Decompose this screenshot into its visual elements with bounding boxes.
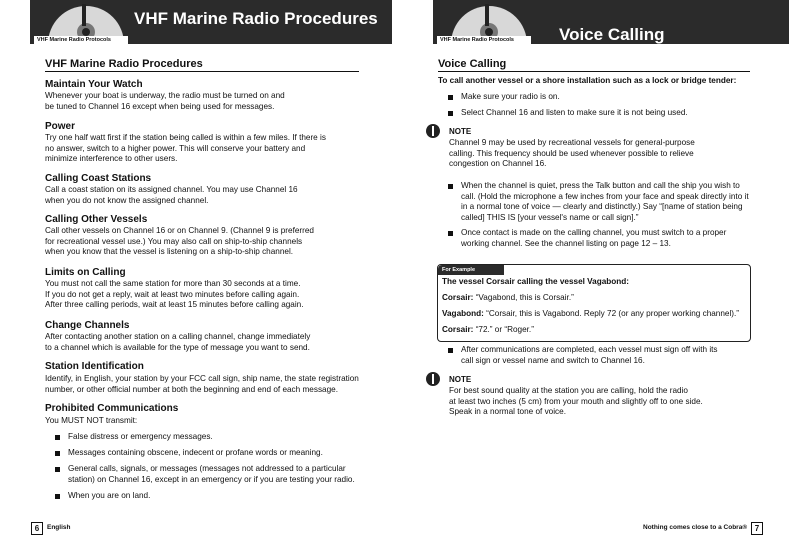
right-banner-tag: VHF Marine Radio Protocols bbox=[437, 36, 531, 44]
list-item: Once contact is made on the calling channel, you must switch to a proper working channel. See the channel listing on page 12 – 13. bbox=[448, 228, 726, 249]
heading-prohibited: Prohibited Communications bbox=[45, 403, 179, 414]
right-section-rule bbox=[438, 71, 750, 72]
left-banner-tag: VHF Marine Radio Protocols bbox=[34, 36, 128, 44]
heading-limits: Limits on Calling bbox=[45, 267, 126, 278]
note-icon bbox=[426, 124, 440, 138]
intro-text: To call another vessel or a shore installation such as a lock or bridge tender: bbox=[438, 76, 737, 85]
list-item: Make sure your radio is on. bbox=[448, 92, 560, 103]
right-section-title: Voice Calling bbox=[438, 58, 507, 70]
paragraph-line: You must not call the same station for more than 30 seconds at a time. If you do not get a reply, wait at least two minutes before calling again. After three calling periods, wait at least 15 minutes before calling again. bbox=[45, 279, 304, 310]
list-item: Messages containing obscene, indecent or profane words or meaning. bbox=[55, 448, 323, 459]
example-title: The vessel Corsair calling the vessel Vagabond: bbox=[442, 277, 630, 286]
paragraph-line: After contacting another station on a calling channel, change immediately to a channel which is available for the type of message you want to send. bbox=[45, 332, 311, 352]
example-line: Vagabond: “Corsair, this is Vagabond. Reply 72 (or any proper working channel).” bbox=[442, 309, 740, 318]
example-line: Corsair: “Vagabond, this is Corsair.” bbox=[442, 293, 574, 302]
paragraph-line: You MUST NOT transmit: bbox=[45, 416, 138, 425]
list-item: When you are on land. bbox=[55, 491, 150, 502]
right-page bbox=[397, 0, 793, 555]
example-box bbox=[437, 264, 751, 342]
note-label: NOTE bbox=[449, 375, 472, 384]
footer-language: English bbox=[47, 524, 71, 531]
note-text: For best sound quality at the station you are calling, hold the radio at least two inches (5 cm) from your mouth and slightly off to one side. Speak in a normal tone of voice. bbox=[449, 386, 703, 417]
heading-change-channels: Change Channels bbox=[45, 320, 130, 331]
list-item: When the channel is quiet, press the Talk button and call the ship you wish to call. (Hold the microphone a few inches from your face and speak directly into it in a normal tone of voice — clearly and distinctly.) Say “[name of station being called] THIS IS [your vessel's name or call sign].” bbox=[448, 181, 749, 223]
note-icon bbox=[426, 372, 440, 386]
heading-power: Power bbox=[45, 121, 76, 132]
note-label: NOTE bbox=[449, 127, 472, 136]
heading-calling-vessels: Calling Other Vessels bbox=[45, 214, 148, 225]
left-section-rule bbox=[45, 71, 359, 72]
paragraph-line: Identify, in English, your station by your FCC call sign, ship name, the state registration number, or other official number at both the beginning and end of each message. bbox=[45, 374, 359, 394]
heading-calling-coast: Calling Coast Stations bbox=[45, 173, 152, 184]
list-item: Select Channel 16 and listen to make sure it is not being used. bbox=[448, 108, 688, 119]
page-number: 7 bbox=[751, 522, 763, 535]
example-line: Corsair: “72.” or “Roger.” bbox=[442, 325, 534, 334]
paragraph-line: Try one half watt first if the station being called is within a few miles. If there is no answer, switch to a higher power. This will conserve your battery and minimize interference to other users. bbox=[45, 133, 326, 164]
right-banner-title: Voice Calling bbox=[559, 25, 665, 44]
example-tab: For Example bbox=[438, 265, 504, 275]
paragraph-line: Call a coast station on its assigned channel. You may use Channel 16 when you do not know the assigned channel. bbox=[45, 185, 298, 205]
paragraph-line: Whenever your boat is underway, the radio must be turned on and be tuned to Channel 16 except when being used for messages. bbox=[45, 91, 285, 111]
footer-slogan: Nothing comes close to a Cobra® bbox=[643, 524, 748, 531]
heading-station-id: Station Identification bbox=[45, 361, 144, 372]
note-text: Channel 9 may be used by recreational vessels for general-purpose calling. This frequency should be used whenever possible to relieve congestion on Channel 16. bbox=[449, 138, 695, 169]
left-page bbox=[0, 0, 396, 555]
list-item: General calls, signals, or messages (messages not addressed to a particular station) on Channel 16, except in an emergency or if you are testing your radio. bbox=[55, 464, 355, 485]
heading-maintain-watch: Maintain Your Watch bbox=[45, 79, 143, 90]
right-banner bbox=[433, 0, 789, 44]
left-banner-title: VHF Marine Radio Procedures bbox=[134, 9, 378, 28]
paragraph-line: Call other vessels on Channel 16 or on Channel 9. (Channel 9 is preferred for recreational vessel use.) You may also call on ship-to-ship channels when you know that the vessel is listening on a ship-to-ship channel. bbox=[45, 226, 314, 257]
left-section-title: VHF Marine Radio Procedures bbox=[45, 58, 203, 70]
list-item: After communications are completed, each vessel must sign off with its call sign or vessel name and switch to Channel 16. bbox=[448, 345, 718, 366]
left-banner bbox=[30, 0, 392, 44]
list-item: False distress or emergency messages. bbox=[55, 432, 213, 443]
page-number: 6 bbox=[31, 522, 43, 535]
